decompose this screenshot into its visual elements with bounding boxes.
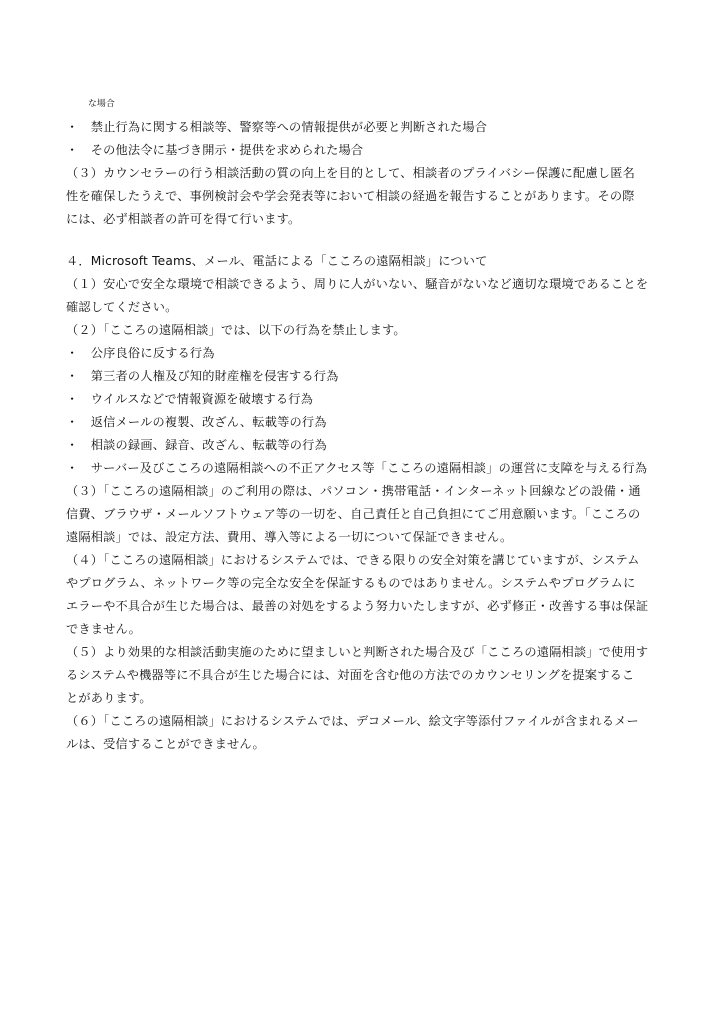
bullet-item: ・ 返信メールの複製、改ざん、転載等の行為 — [66, 415, 327, 429]
bullet-item: ・ 第三者の人権及び知的財産権を侵害する行為 — [66, 369, 339, 383]
paragraph-line: できません。 — [66, 622, 142, 636]
paragraph-line: （４）「こころの遠隔相談」におけるシステムでは、できる限りの安全対策を講じていますが、システム — [66, 553, 640, 567]
paragraph-line: （２）「こころの遠隔相談」では、以下の行為を禁止します。 — [66, 323, 406, 337]
paragraph-line: （５）より効果的な相談活動実施のために望ましいと判断された場合及び「こころの遠隔相談」で使用す — [66, 645, 649, 659]
paragraph-line: とがあります。 — [66, 691, 152, 705]
paragraph-line: 確認してください。 — [66, 300, 178, 314]
paragraph-line: やプログラム、ネットワーク等の完全な安全を保証するものではありません。システムやプログラムに — [66, 576, 636, 590]
paragraph-line: （６）「こころの遠隔相談」におけるシステムでは、デコメール、絵文字等添付ファイルが含まれるメー — [66, 714, 639, 728]
paragraph-line: 性を確保したうえで、事例検討会や学会発表等において相談の経過を報告することがあります。その際 — [66, 189, 635, 203]
paragraph-line: （３）「こころの遠隔相談」のご利用の際は、パソコン・携帯電話・インターネット回線などの設備・通 — [66, 484, 641, 498]
paragraph-line: （１）安心で安全な環境で相談できるよう、周りに人がいない、騒音がないなど適切な環境であることを — [66, 277, 649, 291]
bullet-item: ・ 相談の録画、録音、改ざん、転載等の行為 — [66, 438, 327, 452]
section-heading: ４．Microsoft Teams、メール、電話による「こころの遠隔相談」について — [66, 254, 488, 268]
paragraph-line: るシステムや機器等に不具合が生じた場合には、対面を含む他の方法でのカウンセリングを提案するこ — [66, 668, 635, 682]
paragraph-line: には、必ず相談者の許可を得て行います。 — [66, 212, 301, 226]
bullet-item: ・ その他法令に基づき開示・提供を求められた場合 — [66, 143, 364, 157]
bullet-item: ・ 公序良俗に反する行為 — [66, 346, 215, 360]
paragraph-line: エラーや不具合が生じた場合は、最善の対処をするよう努力いたしますが、必ず修正・改善する事は保証 — [66, 599, 649, 613]
paragraph-line: 信費、ブラウザ・メールソフトウェア等の一切を、自己責任と自己負担にてご用意願います。「こころの — [66, 507, 641, 521]
bullet-item: ・ ウイルスなどで情報資源を破壊する行為 — [66, 392, 314, 406]
paragraph-line: （３）カウンセラーの行う相談活動の質の向上を目的として、相談者のプライバシー保護に配慮し匿名 — [66, 166, 635, 180]
paragraph-line: ルは、受信することができません。 — [66, 737, 265, 751]
bullet-item: ・ サーバー及びこころの遠隔相談への不正アクセス等「こころの遠隔相談」の運営に支障を与える行為 — [66, 461, 648, 475]
paragraph-line: 遠隔相談」では、設定方法、費用、導入等による一切について保証できません。 — [66, 530, 513, 544]
text-line: な場合 — [88, 99, 115, 109]
bullet-item: ・ 禁止行為に関する相談等、警察等への情報提供が必要と判断された場合 — [66, 120, 488, 134]
